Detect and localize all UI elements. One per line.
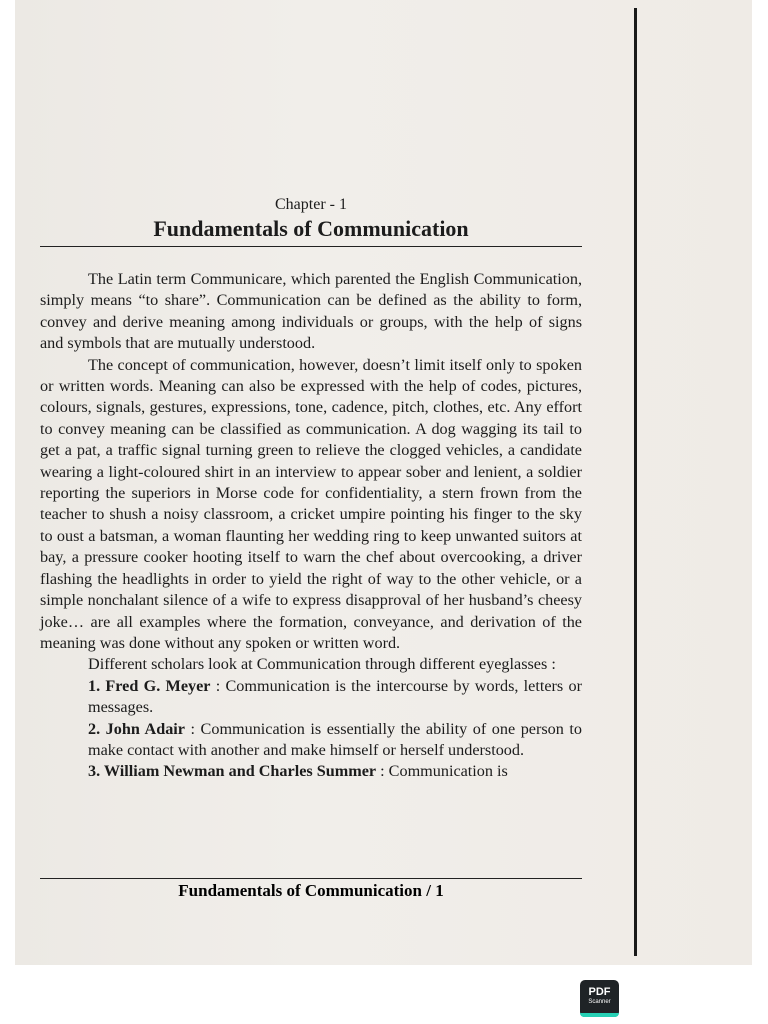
definition-text: : Communication is the intercourse by words, letters or messages.	[88, 676, 582, 717]
definition-text: : Communication is essentially the ability of one person to make contact with another and make himself or herself understood.	[88, 719, 582, 759]
paragraph-3: Different scholars look at Communication through different eyeglasses :	[88, 655, 556, 674]
page-content	[40, 196, 582, 783]
paragraph-1: The Latin term Communicare, which parented the English Communication, simply means “to share”. Communication can be defined as the ability to form, convey and derive meaning among individuals or groups, with the help of signs and symbols that are mutually understood.	[40, 270, 582, 353]
page-footer: Fundamentals of Communication / 1	[178, 881, 444, 900]
logo-stripe	[580, 1013, 619, 1017]
pdf-scanner-logo	[580, 980, 619, 1017]
chapter-label: Chapter - 1	[275, 196, 347, 213]
body-text	[40, 269, 582, 783]
definition-item-1	[40, 676, 582, 719]
definition-item-3	[40, 761, 582, 782]
scholar-name: 2. John Adair	[88, 719, 185, 738]
page-spine-line	[634, 8, 637, 956]
definition-text: : Communication is	[376, 762, 508, 781]
paragraph-2: The concept of communication, however, doesn’t limit itself only to spoken or written words. Meaning can also be expressed with the help of codes, pictures, colours, signals, gestures, expressions, tone, cadence, pitch, clothes, etc. Any effort to convey meaning can be classified as communication. A dog wagging its tail to get a pat, a traffic signal turning green to relieve the clogged vehicles, a candidate wearing a light-coloured shirt in an interview to appear sober and lenient, a soldier reporting the superiors in Morse code for confidentiality, a stern frown from the teacher to shush a noisy classroom, a cricket umpire pointing his finger to the sky to oust a batsman, a woman flaunting her wedding ring to keep unwanted suitors at bay, a pressure cooker hooting itself to warn the chef about overcooking, a driver flashing the headlights in order to yield the right of way to the other vehicle, or a simple nonchalant silence of a wife to express disapproval of her husband’s cheesy joke… are all examples where the formation, conveyance, and derivation of the meaning was done without any spoken or written word.	[40, 355, 582, 652]
scholar-name: 3. William Newman and Charles Summer	[88, 762, 377, 781]
chapter-title: Fundamentals of Communication	[153, 216, 469, 241]
logo-text-scanner: Scanner	[588, 999, 611, 1005]
title-rule	[40, 246, 582, 247]
logo-text-pdf: PDF	[588, 986, 611, 998]
definition-item-2	[40, 719, 582, 762]
scholar-name: 1. Fred G. Meyer	[88, 676, 211, 695]
footer-rule	[40, 878, 582, 879]
